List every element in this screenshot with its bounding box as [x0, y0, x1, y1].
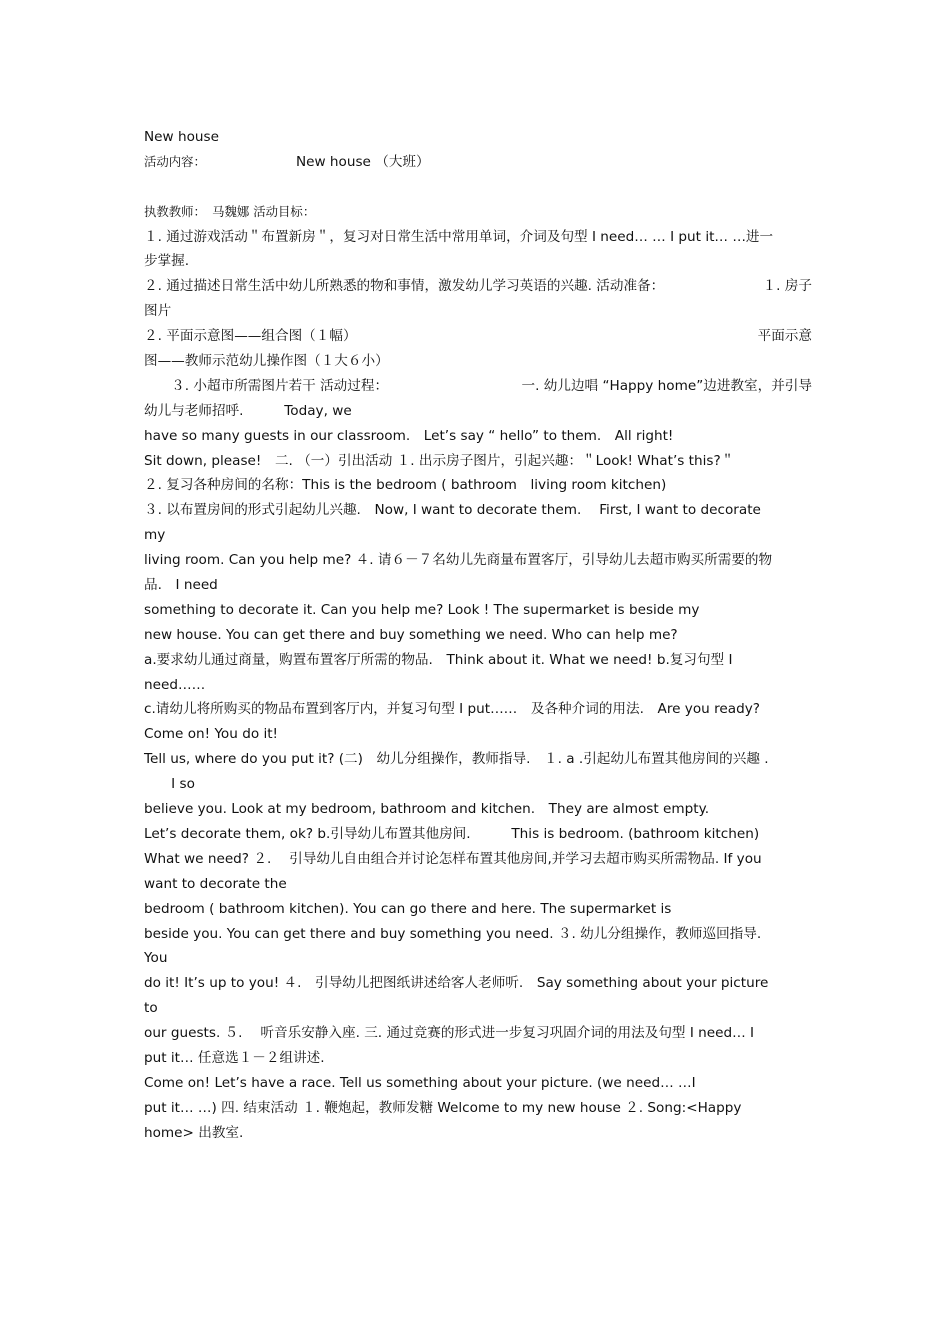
text-line: 图——教师示范幼儿操作图（１大６小）	[144, 353, 389, 370]
text-line: home> 出教室.	[144, 1124, 244, 1141]
text-line: have so many guests in our classroom. Let’s say “ hello” to them. All right!	[144, 427, 674, 444]
text-line: do it! It’s up to you! ４. 引导幼儿把图纸讲述给客人老师听. Say something about your picture	[144, 975, 769, 992]
text-segment: 一. 幼儿边唱 “Happy home”边进教室，并引导	[521, 377, 812, 394]
text-segment: ３. 小超市所需图片若干 活动过程：	[144, 377, 389, 394]
text-line: 图片	[144, 303, 172, 320]
text-line: our guests. ５. 听音乐安静入座. 三. 通过竞赛的形式进一步复习巩固介词的用法及句型 I need… I	[144, 1025, 755, 1042]
text-line: a.要求幼儿通过商量，购置布置客厅所需的物品. Think about it. What we need! b.复习句型 I	[144, 651, 733, 668]
text-line: to	[144, 1000, 158, 1017]
text-line: believe you. Look at my bedroom, bathroom and kitchen. They are almost empty.	[144, 801, 710, 818]
text-line	[144, 324, 812, 349]
text-line: １. 通过游戏活动＂布置新房＂，复习对日常生活中常用单词，介词及句型 I need… … I put it… …进一	[144, 228, 774, 245]
text-line: put it… 任意选１－２组讲述.	[144, 1049, 325, 1066]
text-line	[144, 374, 812, 399]
text-line: bedroom ( bathroom kitchen). You can go there and here. The supermarket is	[144, 900, 672, 917]
document-title: New house	[144, 129, 219, 145]
blank-line	[144, 175, 812, 200]
document-page	[144, 125, 812, 1146]
text-line: Let’s decorate them, ok? b.引导幼儿布置其他房间. This is bedroom. (bathroom kitchen)	[144, 825, 760, 842]
activity-content-line	[144, 150, 812, 175]
text-line: 步掌握.	[144, 253, 190, 270]
text-line: Tell us, where do you put it? (二) 幼儿分组操作，教师指导. １. a .引起幼儿布置其他房间的兴趣 .	[144, 751, 769, 768]
text-line: What we need? ２. 引导幼儿自由组合并讨论怎样布置其他房间,并学习去超市购买所需物品. If you	[144, 850, 762, 867]
text-line: Sit down, please! 二. （一）引出活动 １. 出示房子图片，引起兴趣：＂Look! What’s this?＂	[144, 452, 735, 469]
activity-label: 活动内容：	[144, 153, 206, 169]
text-line: 品. I need	[144, 577, 218, 594]
activity-value: New house （大班）	[295, 153, 430, 170]
text-line: ３. 以布置房间的形式引起幼儿兴趣. Now, I want to decorate them. First, I want to decorate	[144, 502, 761, 519]
text-line: ２. 复习各种房间的名称：This is the bedroom ( bathroom living room kitchen)	[144, 477, 667, 494]
text-line: I so	[144, 776, 195, 793]
text-line: new house. You can get there and buy something we need. Who can help me?	[144, 626, 678, 643]
text-line: beside you. You can get there and buy something you need. ３. 幼儿分组操作，教师巡回指导.	[144, 925, 762, 942]
text-line: my	[144, 527, 166, 544]
teacher-line: 执教教师： 马魏娜 活动目标：	[144, 203, 316, 219]
text-line: 幼儿与老师招呼. Today, we	[144, 402, 352, 419]
text-line: living room. Can you help me? ４. 请６－７名幼儿先商量布置客厅，引导幼儿去超市购买所需要的物	[144, 552, 773, 569]
text-line	[144, 274, 812, 299]
text-line: Come on! You do it!	[144, 726, 279, 743]
text-segment: 平面示意	[757, 328, 812, 345]
text-line: Come on! Let’s have a race. Tell us something about your picture. (we need… …I	[144, 1074, 696, 1091]
text-segment: １. 房子	[762, 278, 812, 295]
text-line: c.请幼儿将所购买的物品布置到客厅内，并复习句型 I put…… 及各种介词的用法. Are you ready?	[144, 701, 760, 718]
text-line: put it… …) 四. 结束活动 １. 鞭炮起，教师发糖 Welcome to my new house ２. Song:<Happy	[144, 1099, 742, 1116]
text-segment: ２. 平面示意图——组合图（１幅）	[144, 328, 357, 345]
text-segment: ２. 通过描述日常生活中幼儿所熟悉的物和事情，激发幼儿学习英语的兴趣. 活动准备：	[144, 278, 665, 295]
text-line: You	[144, 950, 168, 967]
text-line: something to decorate it. Can you help me? Look ! The supermarket is beside my	[144, 601, 700, 618]
text-line: want to decorate the	[144, 875, 287, 892]
text-line: need……	[144, 676, 206, 693]
